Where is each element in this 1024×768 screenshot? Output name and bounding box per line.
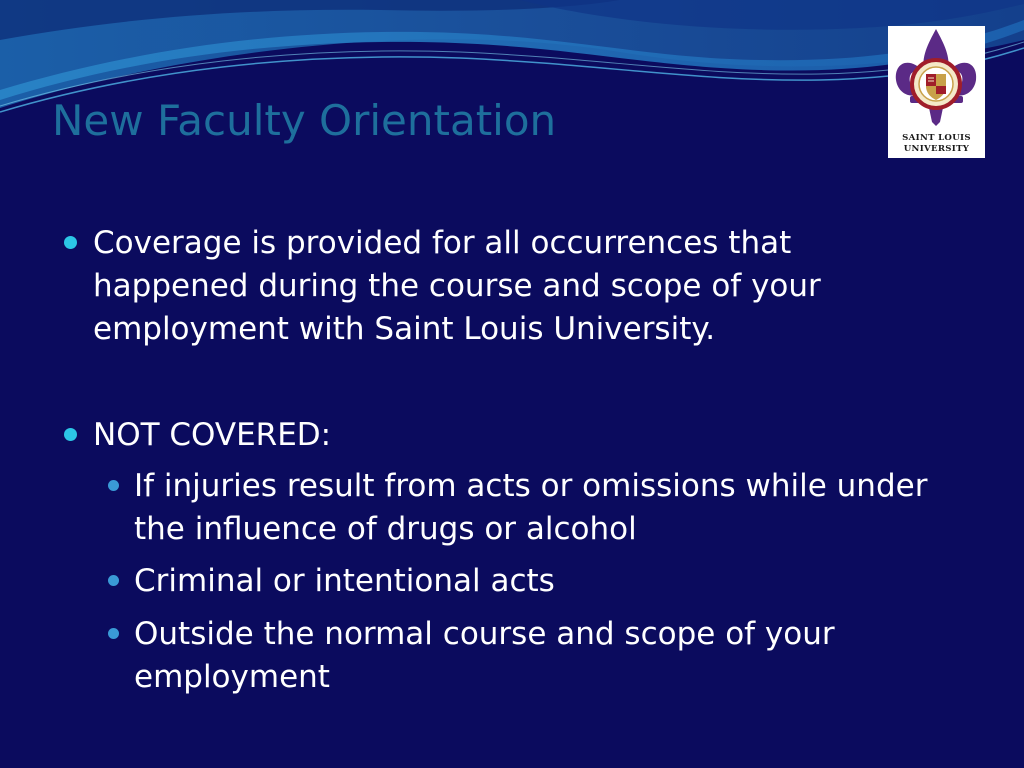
bullet-dot-icon <box>64 236 77 249</box>
bullet-line: Coverage is provided for all occurrences that <box>93 225 792 261</box>
sub-bullet-dot-icon <box>108 628 119 639</box>
sub-bullet-line: Criminal or intentional acts <box>134 563 555 599</box>
bullet-line: NOT COVERED: <box>93 417 332 453</box>
bullet-line: employment with Saint Louis University. <box>93 311 716 347</box>
logo-text-line2: UNIVERSITY <box>903 144 970 154</box>
sub-bullet-line: Outside the normal course and scope of your <box>134 616 835 652</box>
sub-bullet-line: employment <box>134 659 330 695</box>
sub-bullet-dot-icon <box>108 480 119 491</box>
sub-bullet-line: If injuries result from acts or omissions while under <box>134 468 928 504</box>
bullet-dot-icon <box>64 428 77 441</box>
bullet-line: happened during the course and scope of your <box>93 268 821 304</box>
logo-text-line1: SAINT LOUIS <box>902 133 971 143</box>
slide-title: New Faculty Orientation <box>52 96 557 145</box>
sub-bullet-dot-icon <box>108 575 119 586</box>
sub-bullet-line: the influence of drugs or alcohol <box>134 511 637 547</box>
